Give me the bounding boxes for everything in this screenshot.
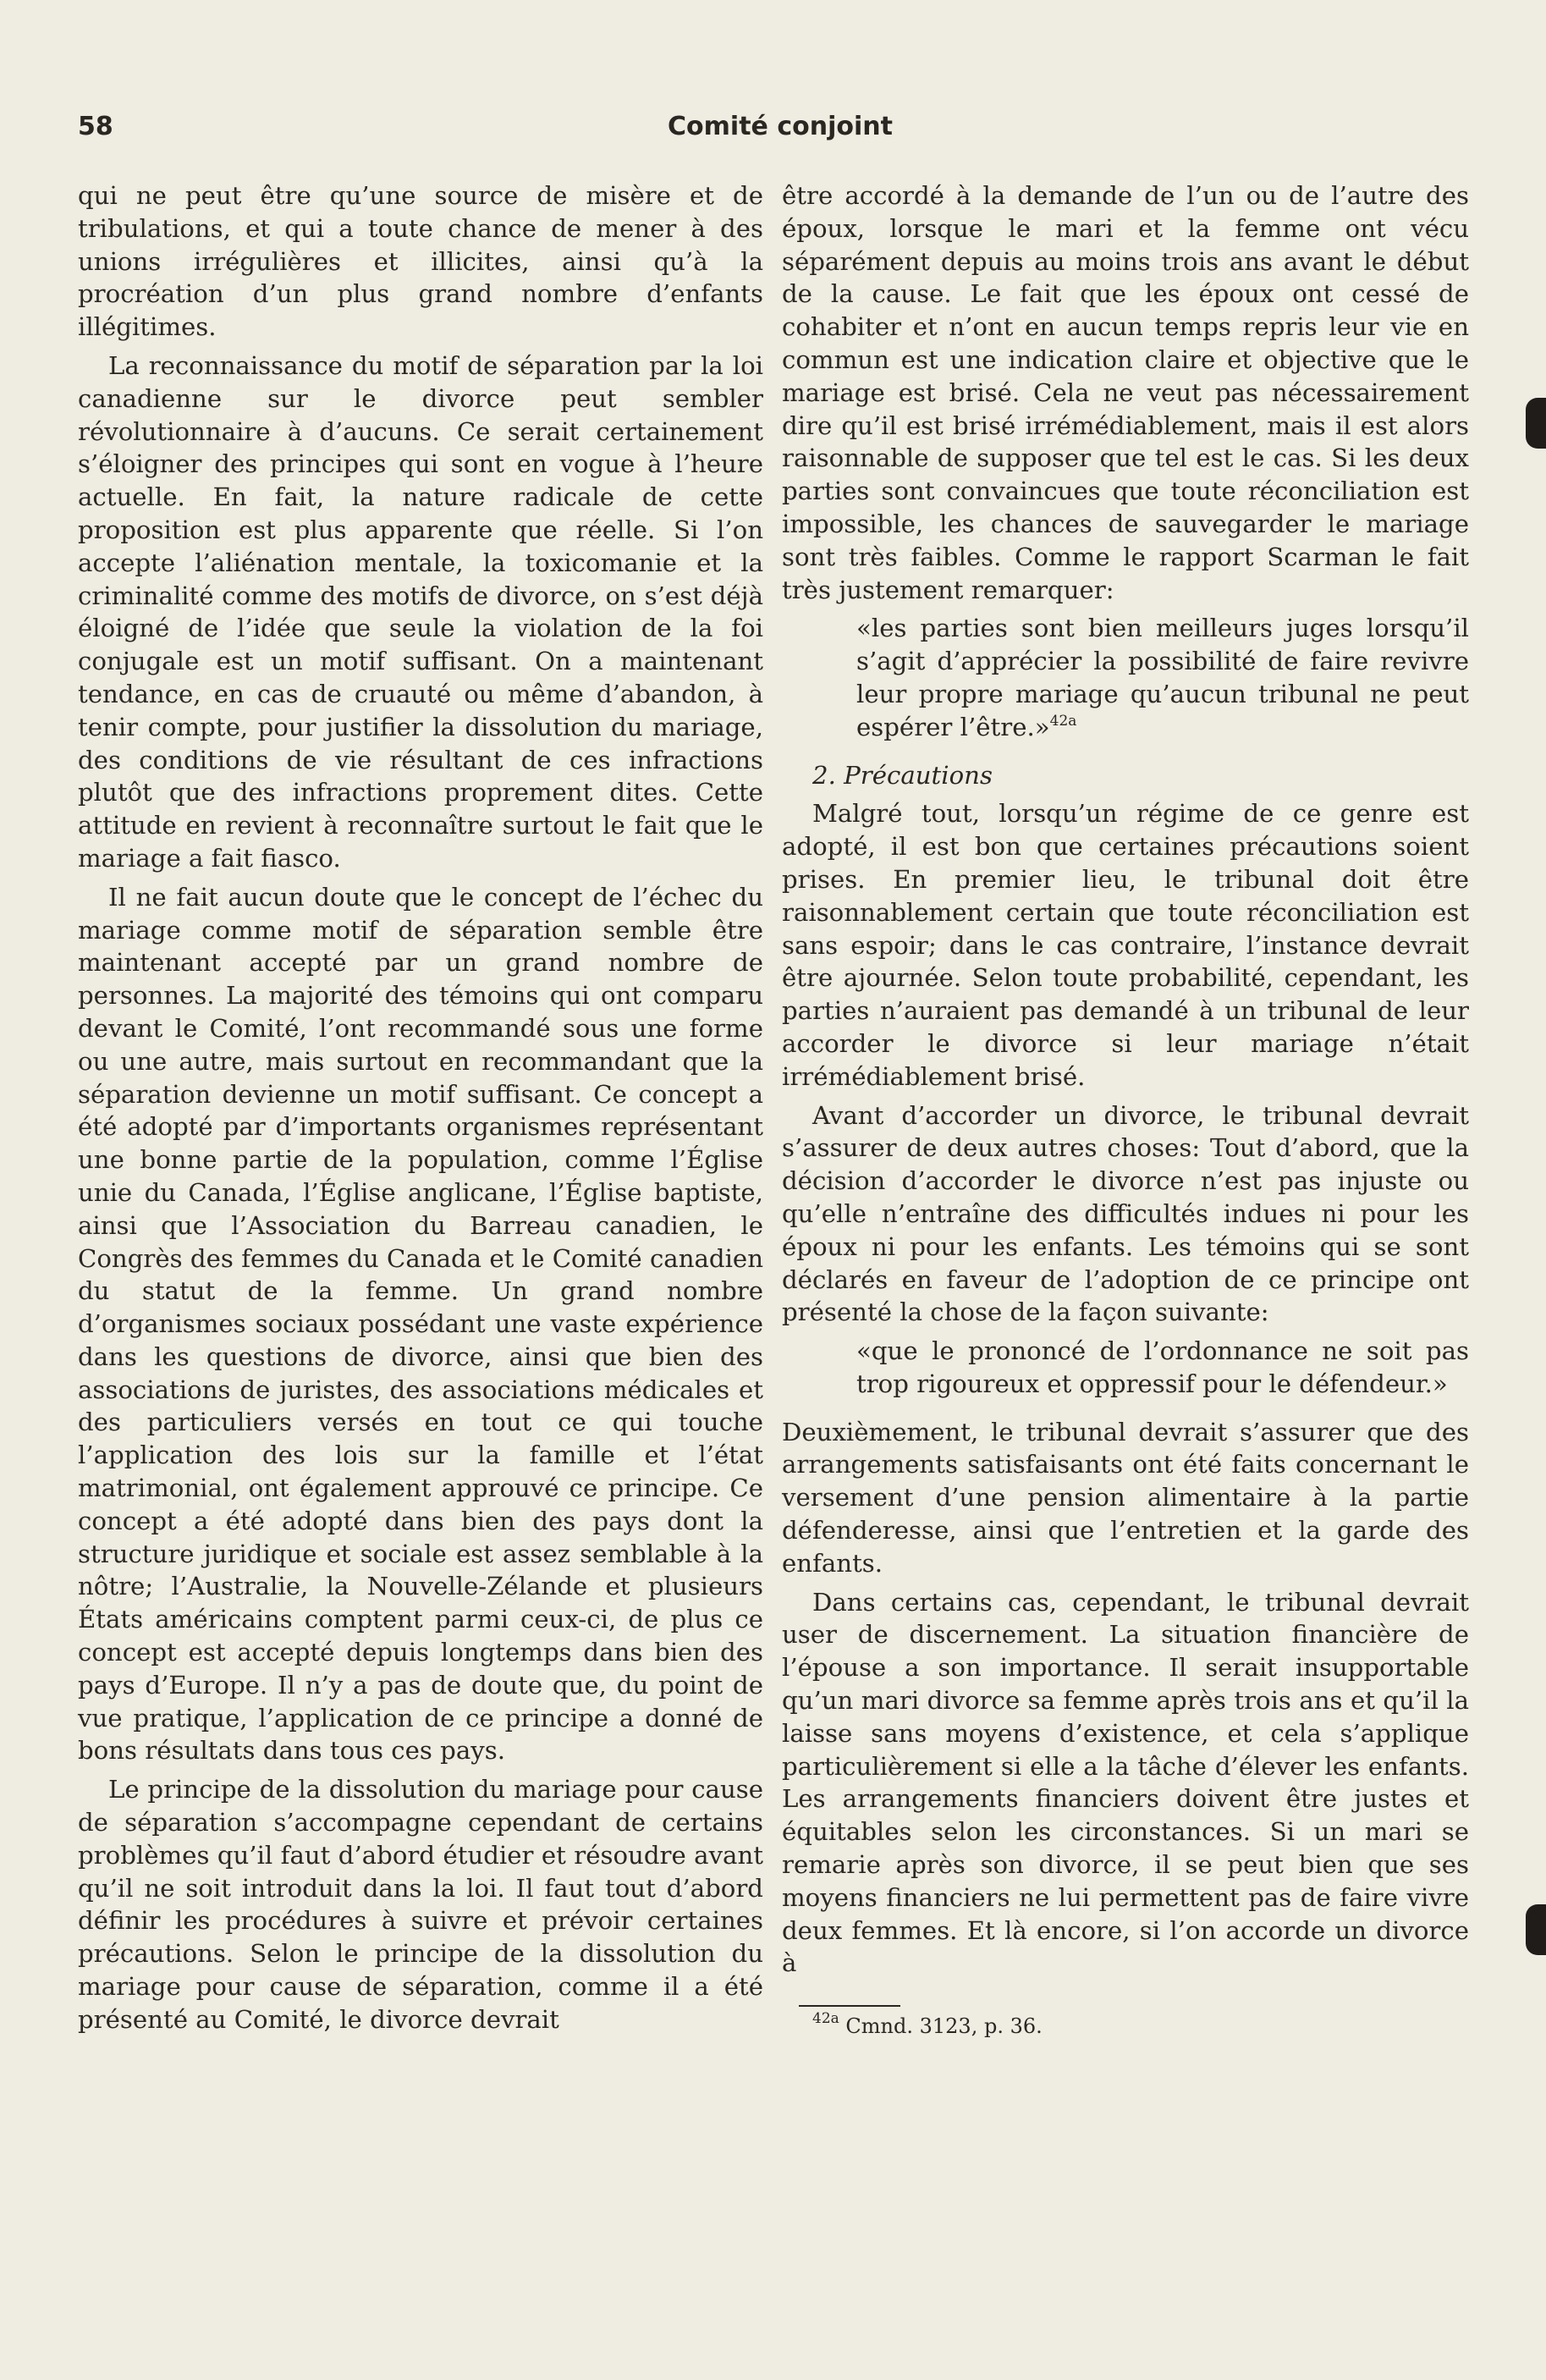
quote-text: «les parties sont bien meilleurs juges lorsqu’il s’agit d’apprécier la possibilité de faire revivre leur propre mariage qu’aucun tribunal ne peut espérer l’être.»: [856, 614, 1469, 741]
section-heading: 2. Précautions: [812, 760, 993, 790]
paragraph: Malgré tout, lorsqu’un régime de ce genre est adopté, il est bon que certaines précautions soient prises. En premier lieu, le tribunal doit être raisonnablement certain que toute réconciliation est sans espoir; dans le cas contraire, l’instance devrait être ajournée. Selon toute probabilité, cependant, les parties n’auraient pas demandé à un tribunal de leur accorder le divorce si leur mariage n’était irrémédiablement brisé.: [782, 799, 1469, 1091]
footnote-marker: 42a: [812, 2010, 839, 2028]
quote-text: «que le prononcé de l’ordonnance ne soit pas trop rigoureux et oppressif pour le défendeur.»: [856, 1336, 1469, 1398]
footnote-reference: 42a: [1049, 712, 1077, 730]
page-number: 58: [78, 112, 113, 141]
paragraph: Avant d’accorder un divorce, le tribunal devrait s’assurer de deux autres choses: Tout d’abord, que la décision d’accorder le divorce n’est pas injuste ou qu’elle n’entraîne des difficultés indues ni pour les époux ni pour les enfants. Les témoins qui se sont déclarés en faveur de l’adoption de ce principe ont présenté la chose de la façon suivante:: [782, 1100, 1469, 1327]
right-column: [782, 179, 1469, 2045]
paragraph: Dans certains cas, cependant, le tribunal devrait user de discernement. La situation financière de l’épouse a son importance. Il serait insupportable qu’un mari divorce sa femme après trois ans et qu’il la laisse sans moyens d’existence, et cela s’applique particulièrement si elle a la tâche d’élever les enfants. Les arrangements financiers doivent être justes et équitables selon les circonstances. Si un mari se remarie après son divorce, il se peut bien que ses moyens financiers ne lui permettent pas de faire vivre deux femmes. Et là encore, si l’on accorde un divorce à: [782, 1587, 1469, 1978]
paragraph: Deuxièmement, le tribunal devrait s’assurer que des arrangements satisfaisants ont été faits concernant le versement d’une pension alimentaire à la partie défenderesse, ainsi que l’entretien et la garde des enfants.: [782, 1417, 1469, 1578]
block-quote: [856, 1335, 1469, 1401]
footnote-rule: [799, 2005, 900, 2007]
running-head: Comité conjoint: [668, 112, 893, 141]
footnote: [782, 2010, 1469, 2039]
paragraph: Il ne fait aucun doute que le concept de l’échec du mariage comme motif de séparation semble être maintenant accepté par un grand nombre de personnes. La majorité des témoins qui ont comparu devant le Comité, l’ont recommandé sous une forme ou une autre, mais surtout en recommandant que la séparation devienne un motif suffisant. Ce concept a été adopté par d’importants organismes représentant une bonne partie de la population, comme l’Église unie du Canada, l’Église anglicane, l’Église baptiste, ainsi que l’Association du Barreau canadien, le Congrès des femmes du Canada et le Comité canadien du statut de la femme. Un grand nombre d’organismes sociaux possédant une vaste expérience dans les questions de divorce, ainsi que bien des associations de juristes, des associations médicales et des particuliers versés en tout ce qui touche l’application des lois sur la famille et l’état matrimonial, ont également approuvé ce principe. Ce concept a été adopté dans bien des pays dont la structure juridique et sociale est assez semblable à la nôtre; l’Australie, la Nouvelle-Zélande et plusieurs États américains comptent parmi ceux-ci, de plus ce concept est accepté depuis longtemps dans bien des pays d’Europe. Il n’y a pas de doute que, du point de vue pratique, l’application de ce principe a donné de bons résultats dans tous ces pays.: [78, 882, 763, 1766]
paragraph: La reconnaissance du motif de séparation par la loi canadienne sur le divorce peut sembler révolutionnaire à d’aucuns. Ce serait certainement s’éloigner des principes qui sont en vogue à l’heure actuelle. En fait, la nature radicale de cette proposition est plus apparente que réelle. Si l’on accepte l’aliénation mentale, la toxicomanie et la criminalité comme des motifs de divorce, on s’est déjà éloigné de l’idée que seule la violation de la foi conjugale est un motif suffisant. On a maintenant tendance, en cas de cruauté ou même d’abandon, à tenir compte, pour justifier la dissolution du mariage, des conditions de vie résultant de ces infractions plutôt que des infractions proprement dites. Cette attitude en revient à reconnaître surtout le fait que le mariage a fait fiasco.: [78, 350, 763, 873]
left-column: [78, 179, 763, 2042]
footnote-text: Cmnd. 3123, p. 36.: [845, 2014, 1043, 2039]
paragraph: Le principe de la dissolution du mariage pour cause de séparation s’accompagne cependant de certains problèmes qu’il faut d’abord étudier et résoudre avant qu’il ne soit introduit dans la loi. Il faut tout d’abord définir les procédures à suivre et prévoir certaines précautions. Selon le principe de la dissolution du mariage pour cause de séparation, comme il a été présenté au Comité, le divorce devrait: [78, 1775, 763, 2034]
page-header: [78, 112, 1483, 154]
binding-hole-mark: [1526, 398, 1546, 449]
binding-hole-mark: [1526, 1904, 1546, 1955]
block-quote: [856, 612, 1469, 743]
paragraph: être accordé à la demande de l’un ou de l’autre des époux, lorsque le mari et la femme ont vécu séparément depuis au moins trois ans avant le début de la cause. Le fait que les époux ont cessé de cohabiter et n’ont en aucun temps repris leur vie en commun est une indication claire et objective que le mariage est brisé. Cela ne veut pas nécessairement dire qu’il est brisé irrémédiablement, mais il est alors raisonnable de supposer que tel est le cas. Si les deux parties sont convaincues que toute réconciliation est impossible, les chances de sauvegarder le mariage sont très faibles. Comme le rapport Scarman le fait très justement remarquer:: [782, 181, 1469, 604]
paragraph: qui ne peut être qu’une source de misère et de tribulations, et qui a toute chance de mener à des unions irrégulières et illicites, ainsi qu’à la procréation d’un plus grand nombre d’enfants illégitimes.: [78, 181, 763, 342]
